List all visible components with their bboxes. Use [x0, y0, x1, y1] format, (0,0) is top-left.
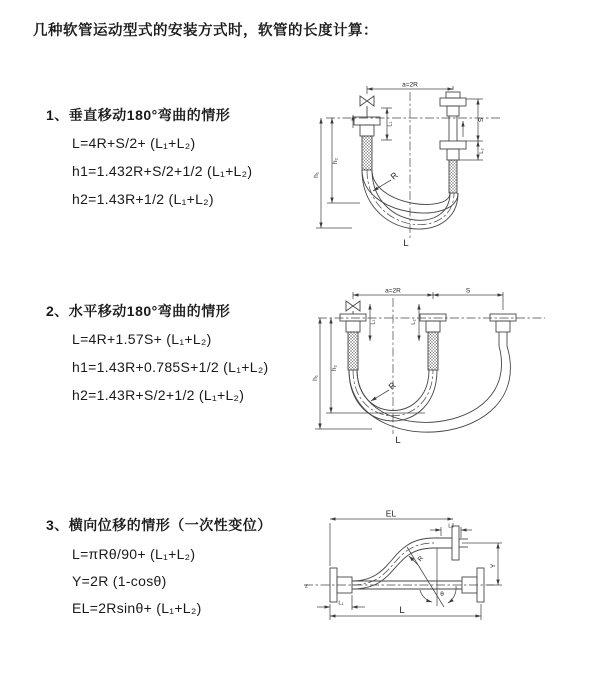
- diagram-lateral-displacement: [300, 508, 600, 635]
- dim-h1-label: h₁: [313, 172, 320, 178]
- dim-l1-label: L₁: [370, 319, 377, 325]
- dim-s-label: S: [478, 117, 485, 123]
- drawing-lines: [304, 509, 502, 621]
- section-2-formula-l: L=4R+1.57S+ (L₁+L₂): [72, 331, 212, 347]
- dim-l-label: L: [399, 605, 405, 616]
- page-title: 几种软管运动型式的安装方式时，软管的长度计算：: [33, 23, 378, 39]
- section-2-heading: 2、水平移动180°弯曲的情形: [46, 303, 231, 319]
- dim-l2-label: L₂: [411, 319, 417, 325]
- section-1-formula-h1: h1=1.432R+S/2+1/2 (L₁+L₂): [72, 163, 253, 179]
- section-3-formula-l: L=πRθ/90+ (L₁+L₂): [72, 546, 196, 562]
- dim-h1-label: h₁: [312, 375, 319, 381]
- dim-a2r-label: a=2R: [402, 81, 418, 89]
- section-2-formula-h2: h2=1.43R+S/2+1/2 (L₁+L₂): [72, 387, 245, 403]
- radius-label: R: [386, 379, 398, 392]
- valve-icon: [346, 301, 360, 311]
- section-3-formula-el: EL=2Rsinθ+ (L₁+L₂): [72, 600, 202, 616]
- diagram-vertical-180-bend: [310, 78, 592, 250]
- section-1-heading: 1、垂直移动180°弯曲的情形: [46, 107, 231, 123]
- dim-l1-label: L₁: [338, 600, 344, 607]
- section-2-formula-h1: h1=1.43R+0.785S+1/2 (L₁+L₂): [72, 359, 269, 375]
- drawing-lines: [312, 288, 545, 447]
- dim-s-label: S: [465, 287, 471, 295]
- dim-a2r-label: a=2R: [385, 287, 401, 295]
- dim-h2-label: h₂: [332, 157, 339, 165]
- radius-label: R: [388, 169, 400, 182]
- radius-label: R: [416, 554, 426, 564]
- section-3-heading: 3、横向位移的情形（一次性变位）: [46, 517, 272, 533]
- section-3-formula-y: Y=2R (1-cosθ): [72, 573, 167, 589]
- dim-l2-label: L₂: [479, 148, 485, 154]
- section-1-formula-h2: h2=1.43R+1/2 (L₁+L₂): [72, 191, 214, 207]
- valve-icon: [360, 96, 374, 106]
- dim-l1-label: L₁: [387, 121, 394, 127]
- length-label: L: [403, 238, 409, 249]
- angle-theta-label: θ: [440, 591, 444, 598]
- datum-z-label: z: [305, 583, 308, 590]
- diagram-horizontal-180-bend: [312, 283, 594, 448]
- length-label: L: [395, 435, 401, 446]
- section-1-formula-l: L=4R+S/2+ (L₁+L₂): [72, 135, 196, 151]
- dim-el-label: EL: [385, 508, 397, 519]
- dim-h2-label: h₂: [331, 364, 338, 372]
- dim-y-label: Y: [490, 563, 497, 569]
- drawing-lines: [313, 82, 500, 250]
- dim-l2-label: L₂: [448, 523, 454, 530]
